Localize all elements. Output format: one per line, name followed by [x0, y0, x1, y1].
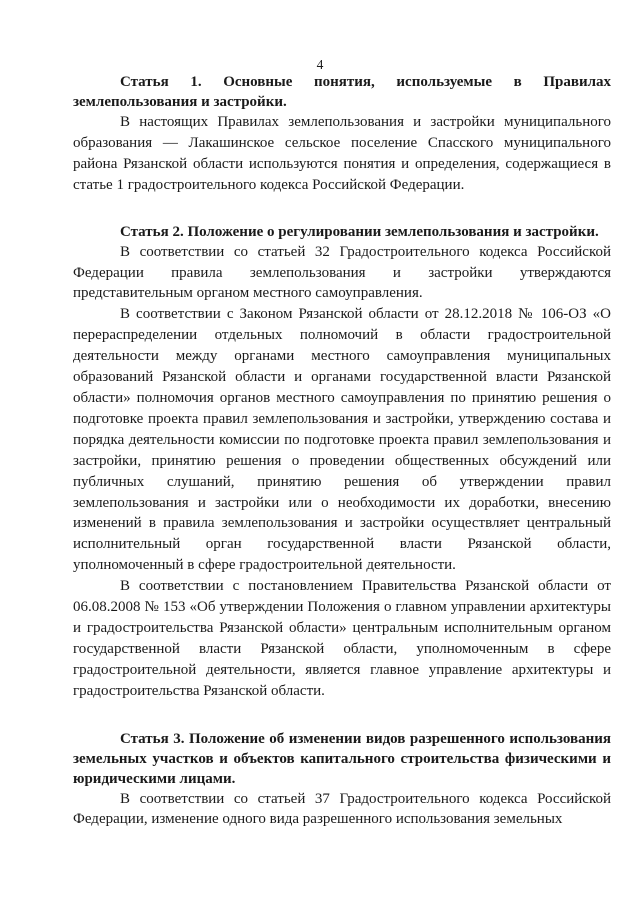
article-1-title-word: в	[513, 74, 522, 90]
article-1-title-word: 1.	[190, 74, 202, 90]
article-2-paragraph: В соответствии с Законом Рязанской области от 28.12.2018 № 106-ОЗ «О перераспределении отдельных полномочий в области градостроительной деятельности между органами местного самоуправления муниципальных образований Рязанской области и органами государственной власти Рязанской области» полномочия органов местного самоуправления по принятию решения о подготовке проекта правил землепользования и застройки, утверждению состава и порядка деятельности комиссии по подготовке проекта правил землепользования и застройки, принятию решения о проведении общественных обсуждений или публичных слушаний, принятию решения об утверждении правил землепользования и застройки или о необходимости их доработки, внесению изменений в правила землепользования и застройки осуществляет центральный исполнительный орган государственной власти Рязанской области, уполномоченный в сфере градостроительной деятельности.	[73, 306, 611, 574]
article-1-title-word: Правилах	[543, 74, 611, 90]
article-1-title-word: понятия,	[314, 74, 375, 90]
article-2-title: Статья 2. Положение о регулировании землепользования и застройки.	[120, 223, 599, 240]
article-1	[73, 72, 611, 196]
article-2	[73, 222, 611, 702]
article-1-title-word: Основные	[223, 74, 293, 90]
article-3-title: Статья 3. Положение об изменении видов разрешенного использования земельных участков и объектов капитального строительства физическими и юридическими лицами.	[73, 730, 611, 787]
article-1-title-line2: землепользования и застройки.	[73, 94, 287, 110]
article-1-title-line1	[73, 72, 611, 92]
article-3-paragraph: В соответствии со статьей 37 Градостроительного кодекса Российской Федерации, изменение одного вида разрешенного использования земельных	[73, 790, 611, 828]
article-1-title-word: Статья	[120, 74, 169, 90]
article-1-paragraph: В настоящих Правилах землепользования и застройки муниципального образования — Лакашинское сельское поселение Спасского муниципального района Рязанской области используются понятия и определения, содержащиеся в статье 1 градостроительного кодекса Российской Федерации.	[73, 114, 611, 193]
article-1-title	[73, 72, 611, 112]
article-3	[73, 729, 611, 831]
page-number: 4	[316, 57, 324, 72]
article-1-title-word: используемые	[396, 74, 492, 90]
article-2-paragraph: В соответствии со статьей 32 Градостроительного кодекса Российской Федерации правила землепользования и застройки утверждаются представительным органом местного самоуправления.	[73, 243, 611, 302]
article-2-paragraph: В соответствии с постановлением Правительства Рязанской области от 06.08.2008 № 153 «Об утверждении Положения о главном управлении архитектуры и градостроительства Рязанской области» центральным исполнительным органом государственной власти Рязанской области, уполномоченным в сфере градостроительной деятельности, является главное управление архитектуры и градостроительства Рязанской области.	[73, 578, 611, 699]
